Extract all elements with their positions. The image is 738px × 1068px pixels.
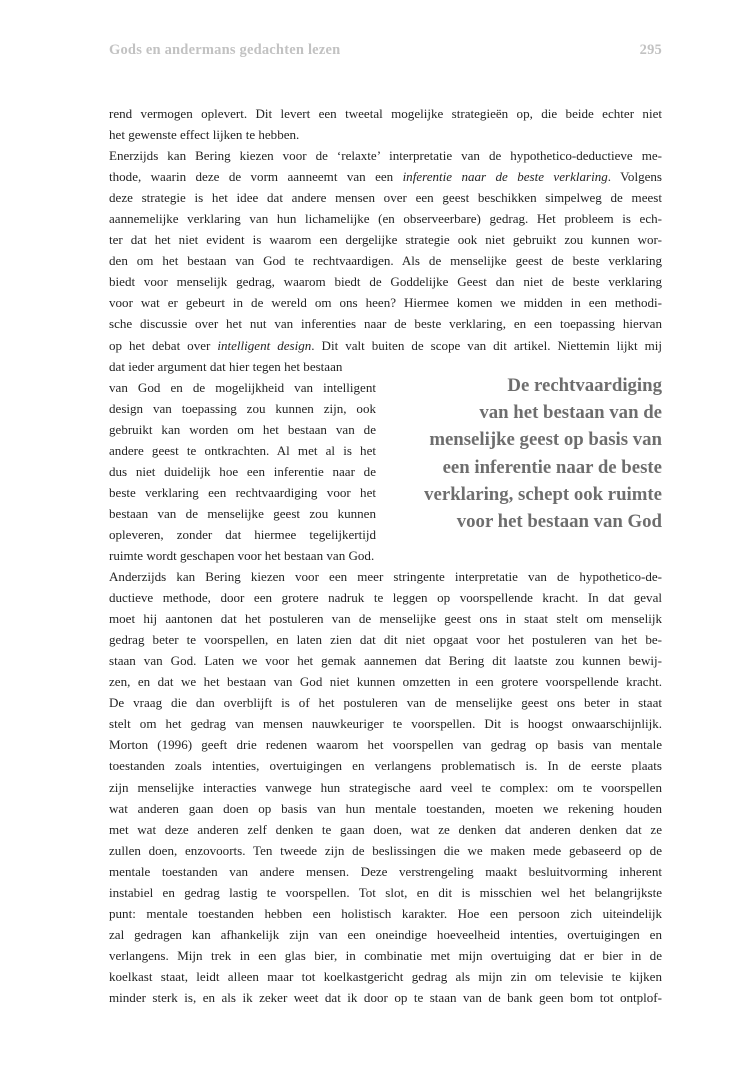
text-line: ruimte wordt geschapen voor het bestaan van God. [109,547,375,563]
running-head [109,42,662,62]
text-line: zal gedragen kan afhankelijk zijn van een oneindige hoeveelheid intenties, overtuigingen en [109,926,662,942]
text-line: staan van God. Laten we voor het gemak aannemen dat Bering dit laatste zou kunnen bewij- [109,653,662,669]
text-line: mentale toestanden van andere mensen. Deze verstrengeling maakt besluitvorming inherent [109,863,662,879]
text-line: zullen doen, enzovoorts. Ten tweede zijn de beslissingen die we maken mede gebaseerd op de [109,842,662,858]
paragraph-3 [109,566,662,1008]
paragraph-1 [109,103,662,145]
text-line: biedt voor menselijk gedrag, waarom biedt de Goddelijke Geest dan niet de beste verklaring [109,274,662,290]
body-text [109,103,662,1008]
page-number: 295 [639,42,662,58]
text-line: op het debat over intelligent design. Dit valt buiten de scope van dit artikel. Niettemin lijkt mij [109,337,662,353]
emphasis: inferentie naar de beste verklaring [402,169,608,185]
text-line: zen, en dat we het bestaan van God niet kunnen omzetten in een grotere voorspellende kracht. [109,674,662,690]
text-line: dat ieder argument dat hier tegen het bestaan [109,358,343,374]
text-line: ter dat het niet evident is waarom een dergelijke strategie ook niet gebruikt zou kunnen wor- [109,232,662,248]
pull-quote [390,372,662,535]
text-line: ductieve methode, door een grotere nadruk te leggen op voorspellende kracht. In dat geval [109,590,662,606]
pull-quote-line: voor het bestaan van God [456,510,662,532]
text-line: opleveren, zonder dat hiermee tegelijkertijd [109,526,376,542]
text-line: zijn menselijke interacties vanwege hun strategische aard veel te complex: om te voorspellen [109,779,662,795]
text-line: stelt om het gedrag van mensen nauwkeuriger te voorspellen. Dit is hoogst onwaarschijnlijk. [109,716,662,732]
text-line: moet hij aantonen dat het postuleren van de menselijke geest ons in staat stelt om menselijk [109,611,662,627]
emphasis: intelligent design [217,337,312,353]
text-line: den om het bestaan van God te rechtvaardigen. Als de menselijke geest de beste verklaring [109,253,662,269]
pull-quote-line: een inferentie naar de beste [442,456,662,478]
text-line: bestaan van de menselijke geest zou kunnen [109,505,376,521]
running-head-title: Gods en andermans gedachten lezen [109,42,341,58]
text-line: Morton (1996) geeft drie redenen waarom het voorspellen van gedrag op basis van mentale [109,737,662,753]
text-line: voor wat er gebeurt in de wereld om ons heen? Hiermee komen we midden in een methodi- [109,295,662,311]
text-line: wat anderen gaan doen op basis van hun mentale toestanden, moeten we rekening houden [109,800,662,816]
text-line: sche discussie over het nut van inferenties naar de beste verklaring, en een toepassing hiervan [109,316,662,332]
text-line: met wat deze anderen zelf denken te gaan doen, wat ze denken dat anderen denken dat ze [109,821,662,837]
text-line: Enerzijds kan Bering kiezen voor de ‘relaxte’ interpretatie van de hypothetico-deductieve me- [109,148,662,164]
pull-quote-line: verklaring, schept ook ruimte [424,483,662,505]
text-line: minder sterk is, en als ik zeker weet dat ik door op te staan van de bank geen bom tot ontplof- [109,989,662,1005]
pull-quote-line: van het bestaan van de [479,402,662,424]
pull-quote-line: menselijke geest op basis van [429,429,662,451]
text-line: instabiel en gedrag lastig te voorspellen. Tot slot, en dit is misschien wel het belangrijkste [109,884,662,900]
text-line: thode, waarin deze de vorm aanneemt van een inferentie naar de beste verklaring. Volgens [109,169,662,185]
text-line: rend vermogen oplevert. Dit levert een tweetal mogelijke strategieën op, die beide echter niet [109,106,662,121]
pull-quote-line: De rechtvaardiging [507,375,662,396]
text-line: koelkast staat, leidt alleen maar tot koelkastgericht gedrag als mijn zin om televisie te kijken [109,968,662,984]
text-line: Anderzijds kan Bering kiezen voor een meer stringente interpretatie van de hypothetico-de- [109,569,662,585]
text-line: gedrag beter te voorspellen, en laten zien dat dit niet opgaat voor het postuleren van het be- [109,632,662,648]
text-line: punt: mentale toestanden hebben een holistisch karakter. Hoe een persoon zich uiteindelijk [109,905,662,921]
text-line: het gewenste effect lijken te hebben. [109,127,300,143]
text-line: deze strategie is het idee dat andere mensen over een geest beschikken simpelweg de meest [109,190,662,206]
text-line: De vraag die dan overblijft is of het postuleren van de menselijke geest ons beter in staat [109,695,662,711]
text-line: dus niet duidelijk hoe een inferentie naar de [109,463,376,479]
text-line: andere geest te ontkrachten. Al met al is het [109,442,376,458]
text-line: design van toepassing zou kunnen zijn, ook [109,400,376,416]
text-line: gebruikt kan worden om het bestaan van de [109,421,376,437]
text-line: van God en de mogelijkheid van intelligent [109,379,376,395]
text-line: verlangens. Mijn trek in een glas bier, in combinatie met mijn overtuiging dat er bier in de [109,947,662,963]
text-line: beste verklaring een rechtvaardiging voor het [109,484,376,500]
text-line: toestanden zoals intenties, overtuigingen en verlangens problematisch is. In de eerste plaats [109,758,662,774]
text-line: aannemelijke verklaring van hun lichamelijke (en observeerbare) gedrag. Het probleem is ech- [109,211,662,227]
